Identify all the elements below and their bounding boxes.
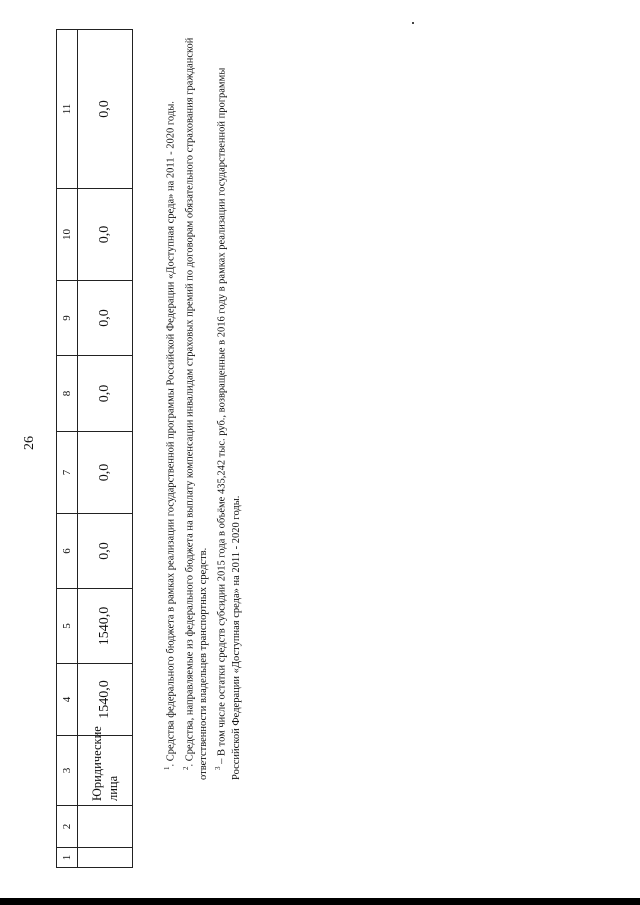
table-cell: 0,0 <box>78 189 133 281</box>
footnote-marker: 3 <box>214 766 222 770</box>
table-cell: 1540,0 <box>78 589 133 664</box>
footnote-1 <box>160 20 179 780</box>
col-header: 5 <box>57 589 78 664</box>
col-header: 6 <box>57 514 78 589</box>
table-cell: 0,0 <box>78 281 133 356</box>
page-number: 26 <box>22 436 37 450</box>
table-cell: 0,0 <box>78 356 133 432</box>
table-cell: 0,0 <box>78 30 133 189</box>
footnote-marker: 2 <box>181 766 190 770</box>
footnote-marker: 1 <box>163 766 171 770</box>
col-header: 4 <box>57 664 78 736</box>
table-cell: 1540,0 <box>78 664 133 736</box>
col-header: 10 <box>57 189 78 281</box>
data-table <box>56 29 133 868</box>
table-cell: 0,0 <box>78 432 133 514</box>
table-row <box>78 30 133 868</box>
scan-speck <box>412 22 414 24</box>
table-cell: 0,0 <box>78 514 133 589</box>
col-header: 9 <box>57 281 78 356</box>
scan-border <box>0 898 640 905</box>
table-cell <box>78 806 133 848</box>
col-header: 2 <box>57 806 78 848</box>
table-cell <box>78 848 133 868</box>
col-header: 1 <box>57 848 78 868</box>
footnote-3 <box>211 20 244 780</box>
row-label: Юридические лица <box>78 736 133 806</box>
footnote-text: . Средства, направляемые из федерального бюджета на выплату компенсации инвалидам страховых премий по договорам обязательного страхования гражданской ответственности владельцев транспортных средств. <box>184 37 209 780</box>
col-header: 3 <box>57 736 78 806</box>
col-header: 11 <box>57 30 78 189</box>
col-header: 7 <box>57 432 78 514</box>
col-header: 8 <box>57 356 78 432</box>
footnote-2 <box>179 20 212 780</box>
footnotes <box>160 20 244 780</box>
footnote-text: – В том числе остатки средств субсидии 2015 года в объёме 435,242 тыс. руб., возвращенные в 2016 году в рамках реализации государственной программы Российской Федерации «Доступная среда» на 2011 - 2020 годы. <box>216 67 242 780</box>
header-row <box>57 30 78 868</box>
footnote-text: . Средства федерального бюджета в рамках реализации государственной программы Российской Федерации «Доступная среда» на 2011 - 2020 годы. <box>165 101 177 767</box>
